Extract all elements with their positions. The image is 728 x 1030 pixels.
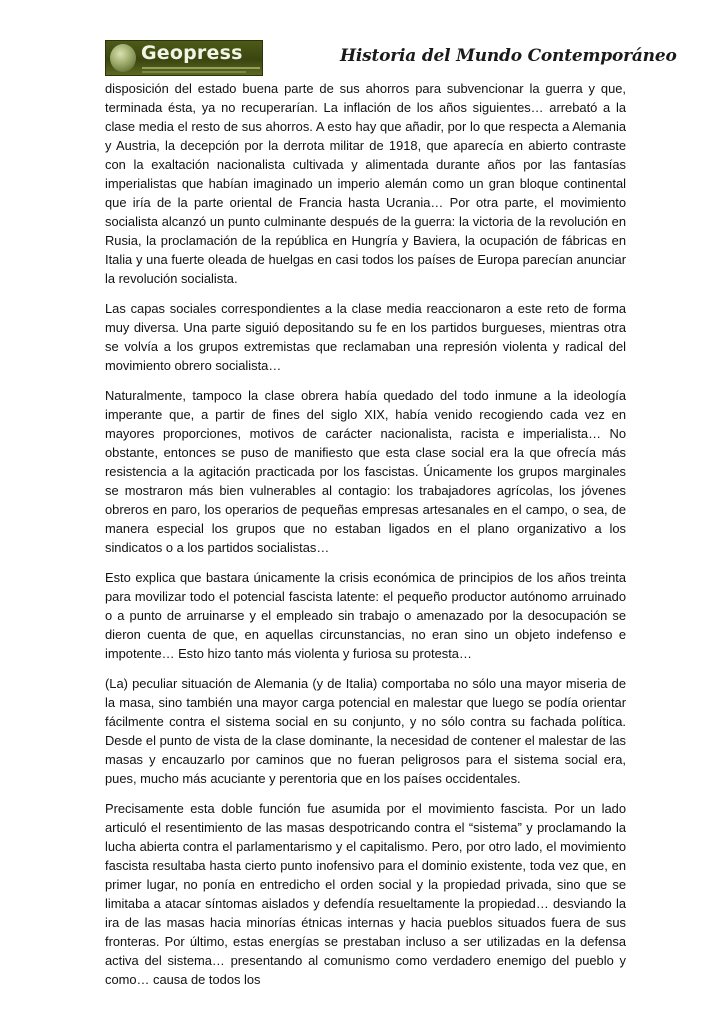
paragraph: disposición del estado buena parte de sus ahorros para subvencionar la guerra y que, terminada ésta, ya no recuperarían. La inflación de los años siguientes… arrebató a la clase media el resto de sus ahorros. A esto hay que añadir, por lo que respecta a Alemania y Austria, la decepción por la derrota militar de 1918, que aparecía en abierto contraste con la exaltación nacionalista cultivada y alimentada durante años por las fantasías imperialistas que habían imaginado un imperio alemán como un gran bloque continental que iría de la parte oriental de Francia hasta Ucrania… Por otra parte, el movimiento socialista alcanzó un punto culminante después de la guerra: la victoria de la revolución en Rusia, la proclamación de la república en Hungría y Baviera, la ocupación de fábricas en Italia y una fuerte oleada de huelgas en casi todos los países de Europa parecían anunciar la revolución socialista. bbox=[105, 81, 626, 286]
logo-text: Geopress bbox=[141, 42, 243, 64]
logo-tagline-bar bbox=[142, 71, 246, 73]
geopress-logo bbox=[105, 40, 263, 76]
header-title: Historia del Mundo Contemporáneo bbox=[340, 46, 677, 66]
paragraph: Las capas sociales correspondientes a la clase media reaccionaron a este reto de forma muy diversa. Una parte siguió depositando su fe en los partidos burgueses, mientras otra se volvía a los grupos extremistas que reclamaban una represión violenta y radical del movimiento obrero socialista… bbox=[105, 301, 626, 373]
logo-tagline-bar bbox=[142, 67, 260, 69]
document-body bbox=[105, 79, 626, 1000]
paragraph: Precisamente esta doble función fue asumida por el movimiento fascista. Por un lado articuló el resentimiento de las masas despotricando contra el “sistema” y proclamando la lucha abierta contra el parlamentarismo y el capitalismo. Pero, por otro lado, el movimiento fascista resultaba hasta cierto punto inofensivo para el dominio existente, toda vez que, en primer lugar, no ponía en entredicho el orden social y la propiedad privada, sino que se limitaba a atacar síntomas aislados y defendía resueltamente la propiedad… desviando la ira de las masas hacia minorías étnicas internas y hacia pueblos situados fuera de sus fronteras. Por último, estas energías se prestaban incluso a ser utilizadas en la defensa activa del sistema… presentando al comunismo como verdadero enemigo del pueblo y como… causa de todos los bbox=[105, 801, 626, 987]
globe-icon bbox=[110, 44, 136, 72]
paragraph: Esto explica que bastara únicamente la crisis económica de principios de los años treinta para movilizar todo el potencial fascista latente: el pequeño productor autónomo arruinado o a punto de arruinarse y el empleado sin trabajo o amenazado por la desocupación se dieron cuenta de que, en aquellas circunstancias, no eran sino un objeto indefenso e impotente… Esto hizo tanto más violenta y furiosa su protesta… bbox=[105, 570, 626, 661]
paragraph: (La) peculiar situación de Alemania (y de Italia) comportaba no sólo una mayor miseria de la masa, sino también una mayor carga potencial en malestar que luego se podía orientar fácilmente contra el sistema social en su conjunto, y no sólo contra su fachada política. Desde el punto de vista de la clase dominante, la necesidad de contener el malestar de las masas y encauzarlo por caminos que no fueran peligrosos para el sistema social era, pues, mucho más acuciante y perentoria que en los países occidentales. bbox=[105, 676, 626, 786]
paragraph: Naturalmente, tampoco la clase obrera había quedado del todo inmune a la ideología imperante que, a partir de fines del siglo XIX, había venido recogiendo cada vez en mayores proporciones, motivos de carácter nacionalista, racista e imperialista… No obstante, entonces se puso de manifiesto que esta clase social era la que ofrecía más resistencia a la agitación practicada por los fascistas. Únicamente los grupos marginales se mostraron más bien vulnerables al contagio: los trabajadores agrícolas, los jóvenes obreros en paro, los operarios de pequeñas empresas artesanales en el campo, o sea, de manera especial los grupos que no estaban ligados en el plano organizativo a los sindicatos o a los partidos socialistas… bbox=[105, 388, 626, 555]
